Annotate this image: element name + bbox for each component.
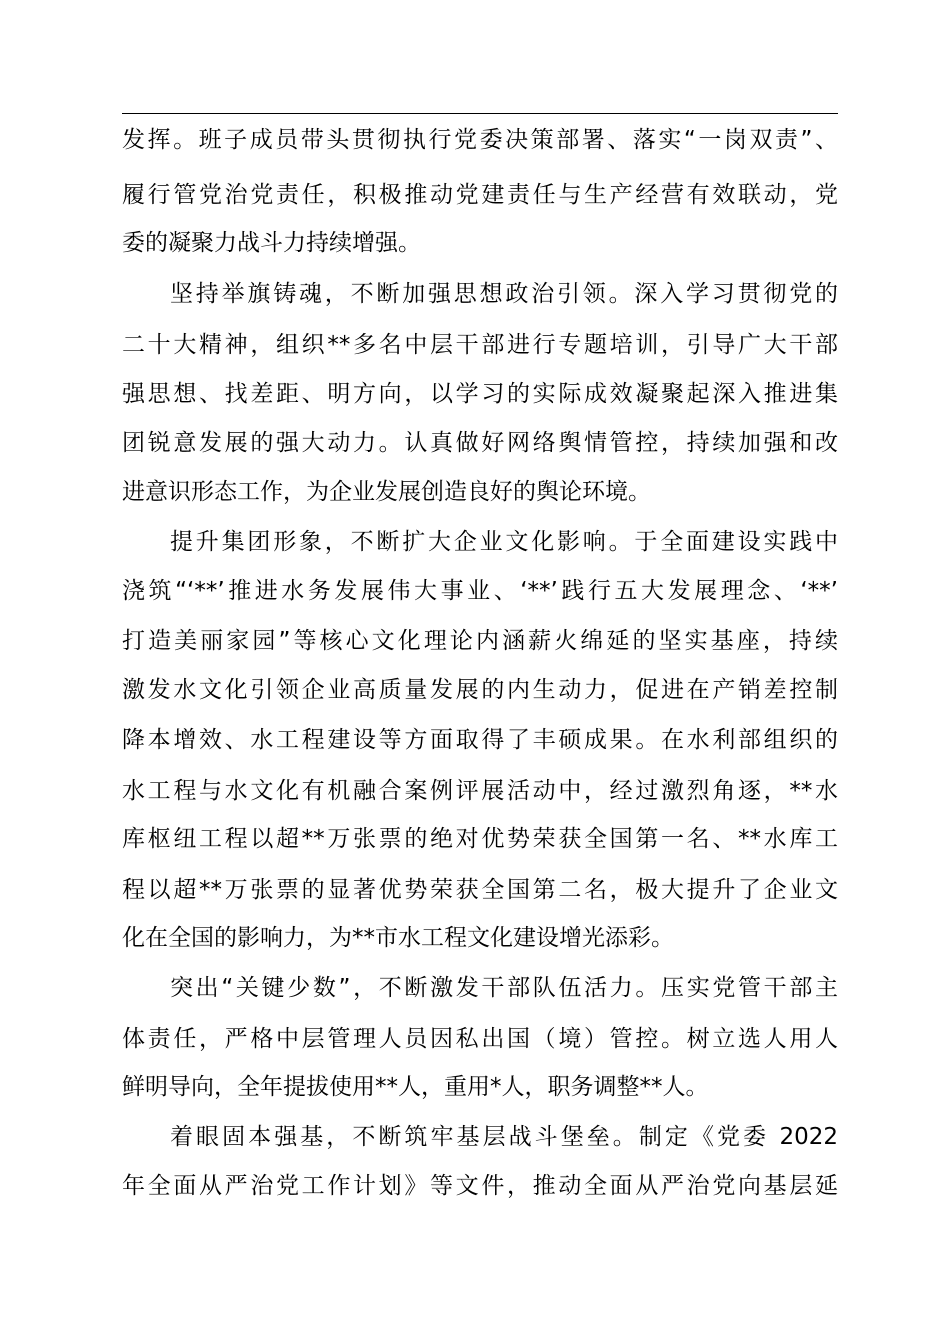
text-line: 履行管党治党责任，积极推动党建责任与生产经营有效联动，党	[122, 182, 838, 208]
text-line: 委的凝聚力战斗力持续增强。	[122, 230, 421, 256]
paragraph-start-line: 突出“关键少数”，不断激发干部队伍活力。压实党管干部主	[170, 975, 838, 1001]
text-line: 发挥。班子成员带头贯彻执行党委决策部署、落实“一岗双责”、	[122, 127, 838, 153]
text-line: 程以超**万张票的显著优势荣获全国第二名，极大提升了企业文	[122, 877, 838, 903]
text-line: 强思想、找差距、明方向，以学习的实际成效凝聚起深入推进集	[122, 381, 838, 407]
text-line: 化在全国的影响力，为**市水工程文化建设增光添彩。	[122, 925, 674, 951]
header-rule	[122, 113, 838, 114]
text-line: 鲜明导向，全年提拔使用**人，重用*人，职务调整**人。	[122, 1074, 709, 1100]
paragraph-start-line: 提升集团形象，不断扩大企业文化影响。于全面建设实践中	[170, 529, 838, 555]
text-line: 年全面从严治党工作计划》等文件，推动全面从严治党向基层延	[122, 1173, 838, 1199]
text-line: 激发水文化引领企业高质量发展的内生动力，促进在产销差控制	[122, 677, 838, 703]
text-line: 体责任，严格中层管理人员因私出国（境）管控。树立选人用人	[122, 1026, 838, 1052]
paragraph-start-line: 坚持举旗铸魂，不断加强思想政治引领。深入学习贯彻党的	[170, 281, 838, 307]
text-line: 浇筑“‘**’推进水务发展伟大事业、‘**’践行五大发展理念、‘**’	[122, 578, 838, 604]
text-line: 库枢纽工程以超**万张票的绝对优势荣获全国第一名、**水库工	[122, 826, 838, 852]
text-line: 进意识形态工作，为企业发展创造良好的舆论环境。	[122, 479, 651, 505]
text-line: 打造美丽家园”等核心文化理论内涵薪火绵延的坚实基座，持续	[122, 628, 838, 654]
text-line: 降本增效、水工程建设等方面取得了丰硕成果。在水利部组织的	[122, 727, 838, 753]
text-line: 二十大精神，组织**多名中层干部进行专题培训，引导广大干部	[122, 332, 838, 358]
text-line: 团锐意发展的强大动力。认真做好网络舆情管控，持续加强和改	[122, 430, 838, 456]
text-line: 水工程与水文化有机融合案例评展活动中，经过激烈角逐，**水	[122, 778, 838, 804]
paragraph-start-line: 着眼固本强基，不断筑牢基层战斗堡垒。制定《党委 2022	[170, 1124, 838, 1150]
